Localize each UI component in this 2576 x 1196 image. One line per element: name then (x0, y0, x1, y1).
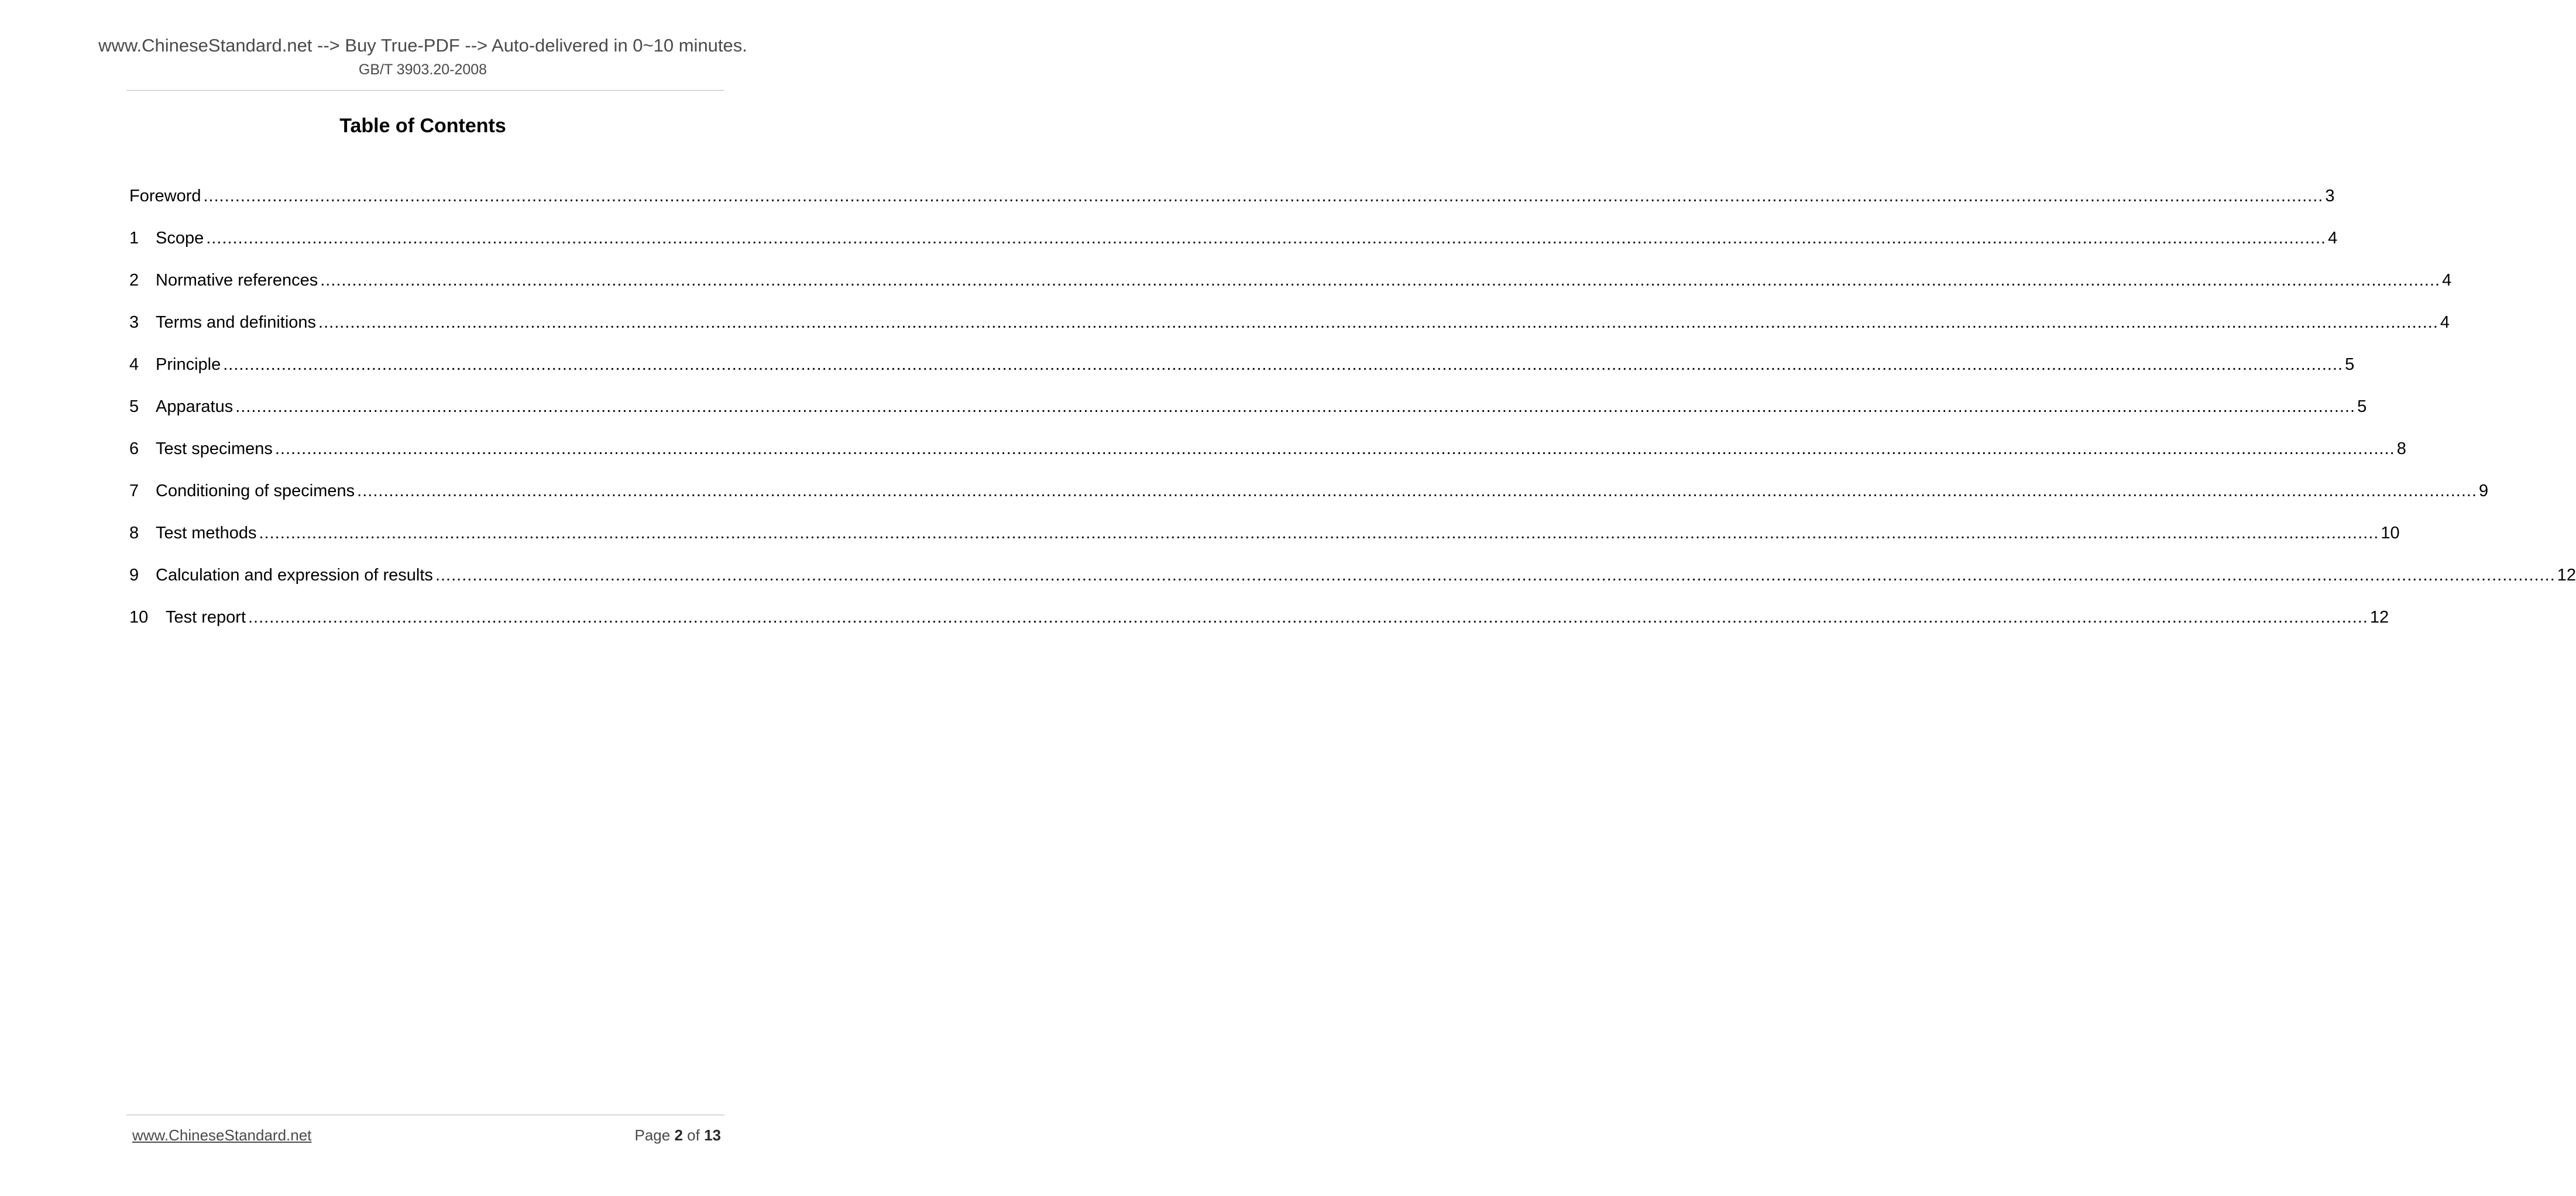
toc-entry-page: 4 (2328, 229, 2338, 248)
toc-entry-title: Terms and definitions (156, 313, 317, 332)
toc-entry-number: 2 (129, 271, 139, 290)
dot-leader: ................................................................................................................................................................................................................................................................................................................................................................................................................ (203, 187, 2324, 205)
page-number (634, 1125, 721, 1146)
dot-leader: ................................................................................................................................................................................................................................................................................................................................................................................................................ (318, 313, 2438, 332)
toc-entry-principle[interactable] (129, 350, 2355, 392)
header-divider (126, 90, 724, 91)
toc-entry-page: 8 (2396, 439, 2406, 458)
toc-entry-test-specimens[interactable] (129, 434, 2406, 476)
table-of-contents (129, 181, 2576, 645)
toc-entry-number: 1 (129, 229, 139, 248)
standard-code: GB/T 3903.20-2008 (358, 61, 487, 78)
toc-entry-title: Test specimens (156, 439, 273, 458)
toc-entry-page: 3 (2325, 187, 2335, 205)
toc-entry-title: Conditioning of specimens (156, 482, 355, 500)
dot-leader: ................................................................................................................................................................................................................................................................................................................................................................................................................ (223, 355, 2344, 374)
toc-entry-title: Foreword (129, 187, 201, 205)
toc-entry-title: Test methods (156, 524, 257, 542)
toc-entry-number: 8 (129, 524, 139, 542)
dot-leader: ................................................................................................................................................................................................................................................................................................................................................................................................................ (357, 482, 2478, 500)
toc-entry-page: 12 (2369, 608, 2389, 627)
toc-entry-page: 9 (2479, 482, 2489, 500)
toc-entry-title: Normative references (156, 271, 318, 290)
dot-leader: ................................................................................................................................................................................................................................................................................................................................................................................................................ (435, 566, 2556, 585)
toc-entry-conditioning-of-specimens[interactable] (129, 476, 2489, 518)
toc-entry-number: 3 (129, 313, 139, 332)
dot-leader: ................................................................................................................................................................................................................................................................................................................................................................................................................ (206, 229, 2327, 248)
current-page: 2 (674, 1126, 683, 1144)
toc-entry-number: 10 (129, 608, 149, 627)
toc-entry-page: 10 (2381, 524, 2400, 542)
toc-entry-test-methods[interactable] (129, 518, 2400, 561)
toc-entry-title: Apparatus (156, 397, 233, 416)
page-title: Table of Contents (339, 115, 506, 137)
header-banner: www.ChineseStandard.net --> Buy True-PDF --> Auto-delivered in 0~10 minutes. (98, 35, 747, 56)
toc-entry-test-report[interactable] (129, 603, 2389, 645)
dot-leader: ................................................................................................................................................................................................................................................................................................................................................................................................................ (235, 397, 2356, 416)
page-header (0, 33, 846, 80)
page-of-label: of (687, 1126, 700, 1144)
dot-leader: ................................................................................................................................................................................................................................................................................................................................................................................................................ (274, 439, 2395, 458)
dot-leader: ................................................................................................................................................................................................................................................................................................................................................................................................................ (320, 271, 2441, 290)
toc-entry-calculation-and-expression-of-results[interactable] (129, 561, 2576, 603)
toc-entry-number: 4 (129, 355, 139, 374)
toc-entry-foreword[interactable] (129, 181, 2335, 224)
toc-entry-terms-and-definitions[interactable] (129, 308, 2450, 350)
toc-entry-scope[interactable] (129, 224, 2338, 266)
toc-entry-number: 5 (129, 397, 139, 416)
toc-entry-title: Scope (156, 229, 204, 248)
toc-entry-page: 5 (2357, 397, 2367, 416)
toc-entry-page: 12 (2557, 566, 2576, 585)
toc-entry-title: Calculation and expression of results (156, 566, 433, 585)
toc-entry-normative-references[interactable] (129, 266, 2452, 308)
toc-entry-number: 9 (129, 566, 139, 585)
page-label: Page (634, 1126, 671, 1144)
toc-entry-page: 5 (2345, 355, 2355, 374)
toc-entry-title: Principle (156, 355, 221, 374)
toc-entry-page: 4 (2442, 271, 2452, 290)
toc-entry-page: 4 (2440, 313, 2450, 332)
footer-site-link[interactable]: www.ChineseStandard.net (132, 1126, 312, 1144)
total-pages: 13 (704, 1126, 721, 1144)
toc-entry-number: 6 (129, 439, 139, 458)
dot-leader: ................................................................................................................................................................................................................................................................................................................................................................................................................ (259, 524, 2379, 542)
toc-entry-apparatus[interactable] (129, 392, 2367, 434)
dot-leader: ................................................................................................................................................................................................................................................................................................................................................................................................................ (248, 608, 2368, 627)
toc-entry-number: 7 (129, 482, 139, 500)
toc-entry-title: Test report (166, 608, 246, 627)
